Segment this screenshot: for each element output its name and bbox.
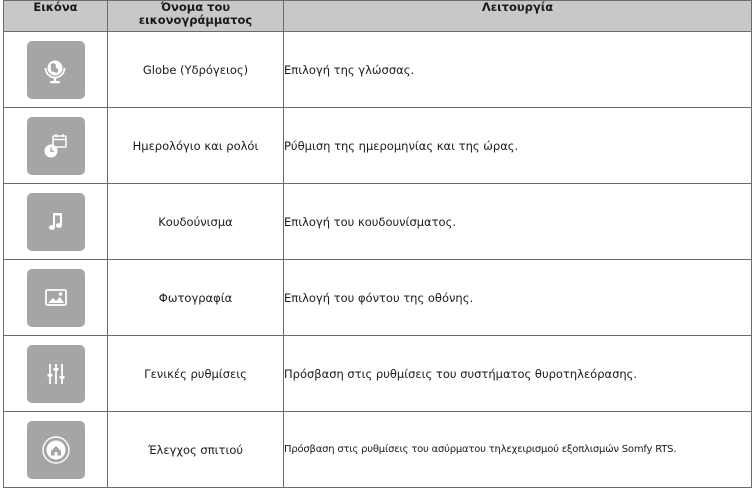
icon-function: Πρόσβαση στις ρυθμίσεις του συστήματος θυροτηλεόρασης. [284,336,752,412]
home-control-icon [27,421,85,479]
header-function-label: Λειτουργία [481,0,554,14]
icon-reference-table [3,0,752,488]
table-row [4,260,752,336]
header-name-line2: εικονογράμματος [138,13,253,27]
icon-function: Ρύθμιση της ημερομηνίας και της ώρας. [284,108,752,184]
icon-name: Φωτογραφία [108,260,284,336]
header-name-line1: Όνομα του [160,0,231,14]
table-row [4,32,752,108]
table-row [4,108,752,184]
music-note-icon [27,193,85,251]
table-header-row [4,1,752,32]
icon-function: Επιλογή της γλώσσας. [284,32,752,108]
header-name [108,1,284,32]
icon-name: Έλεγχος σπιτιού [108,412,284,488]
calendar-clock-icon [27,117,85,175]
icon-name: Ημερολόγιο και ρολόι [108,108,284,184]
table-row [4,412,752,488]
header-icon [4,1,108,32]
globe-icon [27,41,85,99]
icon-function: Επιλογή του φόντου της οθόνης. [284,260,752,336]
header-icon-label: Εικόνα [33,0,78,14]
icon-name: Κουδούνισμα [108,184,284,260]
icon-name: Γενικές ρυθμίσεις [108,336,284,412]
header-function [284,1,752,32]
picture-icon [27,269,85,327]
sliders-icon [27,345,85,403]
table-row [4,184,752,260]
icon-function: Πρόσβαση στις ρυθμίσεις του ασύρματου τηλεχειρισμού εξοπλισμών Somfy RTS. [284,412,752,488]
icon-name: Globe (Υδρόγειος) [108,32,284,108]
icon-function: Επιλογή του κουδουνίσματος. [284,184,752,260]
table-row [4,336,752,412]
